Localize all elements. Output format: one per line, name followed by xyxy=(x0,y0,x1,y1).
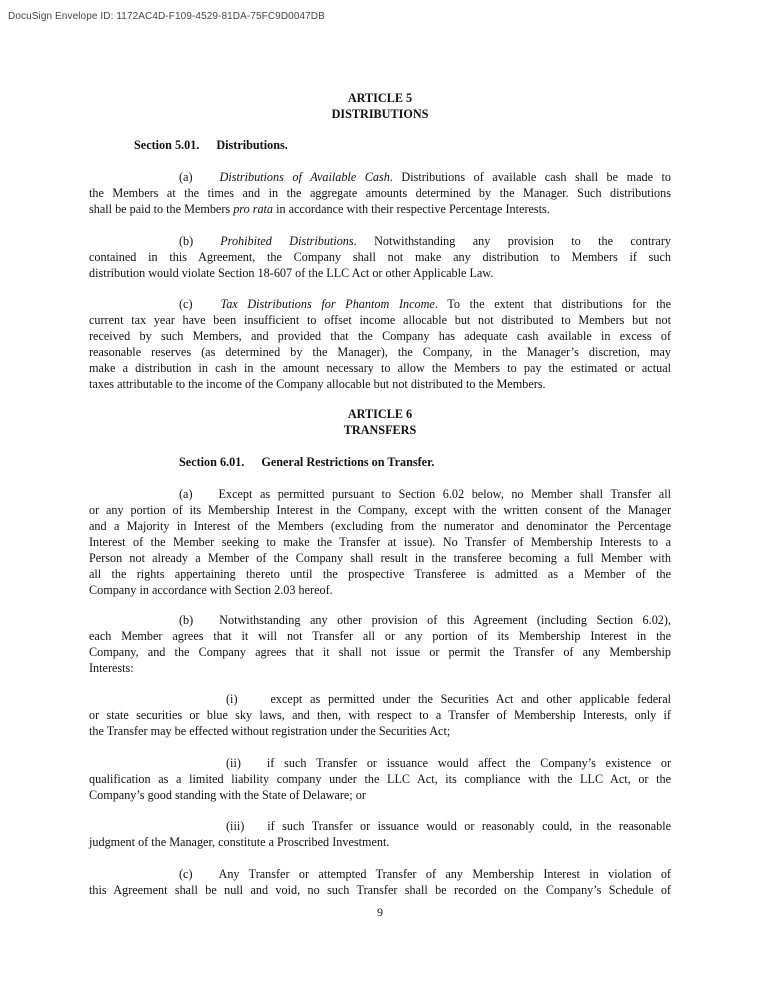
text-line: . To the extent that distributions for the xyxy=(434,297,672,311)
article-number: ARTICLE 6 xyxy=(347,407,413,421)
text-line: Interests: xyxy=(89,661,134,675)
text-line: distribution would violate Section 18-607 of the LLC Act or other Applicable Law. xyxy=(89,266,494,280)
paragraph-label: (b) xyxy=(179,613,194,627)
article-6-heading xyxy=(89,406,671,438)
text-line: if such Transfer or issuance would or reasonably could, in the reasonable xyxy=(267,819,671,833)
text-line: or any portion of its Membership Interest in the Company, except with the written consent of the Manager xyxy=(89,503,671,517)
text-line: reasonable reserves (as determined by the Manager), the Company, in the Manager’s discretion, may xyxy=(89,345,671,359)
paragraph-label: (b) xyxy=(179,234,194,248)
paragraph-label: (i) xyxy=(226,692,238,706)
paragraph-6-01-b-ii xyxy=(89,755,671,803)
text-line: this Agreement shall be null and void, no such Transfer shall be recorded on the Company’s Schedule of xyxy=(89,883,671,897)
paragraph-6-01-b-i xyxy=(89,691,671,739)
article-5-heading xyxy=(89,90,671,122)
section-title: Distributions. xyxy=(216,138,288,152)
text-line: shall be paid to the Members xyxy=(89,202,234,216)
text-line: the Members at the times and in the aggregate amounts determined by the Manager. Such distributions xyxy=(89,186,671,200)
paragraph-label: (ii) xyxy=(226,756,241,770)
paragraph-5-01-b xyxy=(89,233,671,281)
paragraph-label: (a) xyxy=(179,487,193,501)
text-line: current tax year have been insufficient to offset income allocable but not distributed to Members but not xyxy=(89,313,671,327)
paragraph-6-01-a xyxy=(89,486,671,598)
text-line: Notwithstanding any other provision of this Agreement (including Section 6.02), xyxy=(219,613,671,627)
section-6-01-heading xyxy=(89,454,671,470)
section-title: General Restrictions on Transfer. xyxy=(261,455,435,469)
docusign-envelope-id: DocuSign Envelope ID: 1172AC4D-F109-4529-81DA-75FC9D0047DB xyxy=(8,11,325,22)
text-line: taxes attributable to the income of the Company allocable but not distributed to the Members. xyxy=(89,377,546,391)
page-number: 9 xyxy=(377,905,383,919)
text-line: Company, and the Company agrees that it shall not issue or permit the Transfer of any Membership xyxy=(89,645,671,659)
text-line: Except as permitted pursuant to Section 6.02 below, no Member shall Transfer all xyxy=(218,487,671,501)
text-line: in accordance with their respective Percentage Interests. xyxy=(273,202,550,216)
section-number: Section 5.01. xyxy=(134,138,200,152)
text-line: Interest of the Member seeking to make the Transfer at issue). No Transfer of Membership Interests to a xyxy=(89,535,671,549)
article-title: DISTRIBUTIONS xyxy=(331,107,429,121)
text-line: if such Transfer or issuance would affect the Company’s existence or xyxy=(266,756,671,770)
text-line: . Notwithstanding any provision to the contrary xyxy=(353,234,671,248)
text-line: contained in this Agreement, the Company shall not make any distribution to Members if such xyxy=(89,250,671,264)
text-line: or state securities or blue sky laws, and then, with respect to a Transfer of Membership Interests, only if xyxy=(89,708,671,722)
paragraph-5-01-a xyxy=(89,169,671,217)
article-title: TRANSFERS xyxy=(343,423,417,437)
paragraph-6-01-c xyxy=(89,866,671,898)
paragraph-caption: Distributions of Available Cash xyxy=(219,170,390,184)
text-line: each Member agrees that it will not Transfer all or any portion of its Membership Interest in the xyxy=(89,629,671,643)
text-line: all the rights appertaining thereto until the prospective Transferee is admitted as a Member of the xyxy=(89,567,671,581)
text-line: and a Majority in Interest of the Members (excluding from the numerator and denominator the Percentage xyxy=(89,519,671,533)
paragraph-6-01-b-iii xyxy=(89,818,671,850)
section-number: Section 6.01. xyxy=(179,455,245,469)
article-number: ARTICLE 5 xyxy=(347,91,413,105)
section-5-01-heading xyxy=(89,137,671,153)
text-line: Any Transfer or attempted Transfer of any Membership Interest in violation of xyxy=(218,867,671,881)
paragraph-label: (c) xyxy=(179,867,193,881)
text-line: Person not already a Member of the Company shall result in the transferee becoming a full Member with xyxy=(89,551,671,565)
text-line: received by such Members, and provided that the Company has adequate cash available in excess of xyxy=(89,329,671,343)
text-line: the Transfer may be effected without registration under the Securities Act; xyxy=(89,724,451,738)
paragraph-label: (iii) xyxy=(226,819,245,833)
paragraph-5-01-c xyxy=(89,296,671,392)
text-line: qualification as a limited liability company under the LLC Act, its compliance with the LLC Act, or the xyxy=(89,772,671,786)
paragraph-6-01-b xyxy=(89,612,671,676)
paragraph-caption: Prohibited Distributions xyxy=(220,234,354,248)
text-line: except as permitted under the Securities Act and other applicable federal xyxy=(270,692,671,706)
paragraph-label: (c) xyxy=(179,297,193,311)
text-line: make a distribution in cash in the amount necessary to allow the Members to pay the estimated or actual xyxy=(89,361,671,375)
text-line: pro rata xyxy=(233,202,274,216)
text-line: judgment of the Manager, constitute a Proscribed Investment. xyxy=(89,835,390,849)
text-line: . Distributions of available cash shall be made to xyxy=(389,170,671,184)
paragraph-label: (a) xyxy=(179,170,193,184)
text-line: Company’s good standing with the State of Delaware; or xyxy=(89,788,366,802)
paragraph-caption: Tax Distributions for Phantom Income xyxy=(220,297,435,311)
text-line: Company in accordance with Section 2.03 hereof. xyxy=(89,583,333,597)
